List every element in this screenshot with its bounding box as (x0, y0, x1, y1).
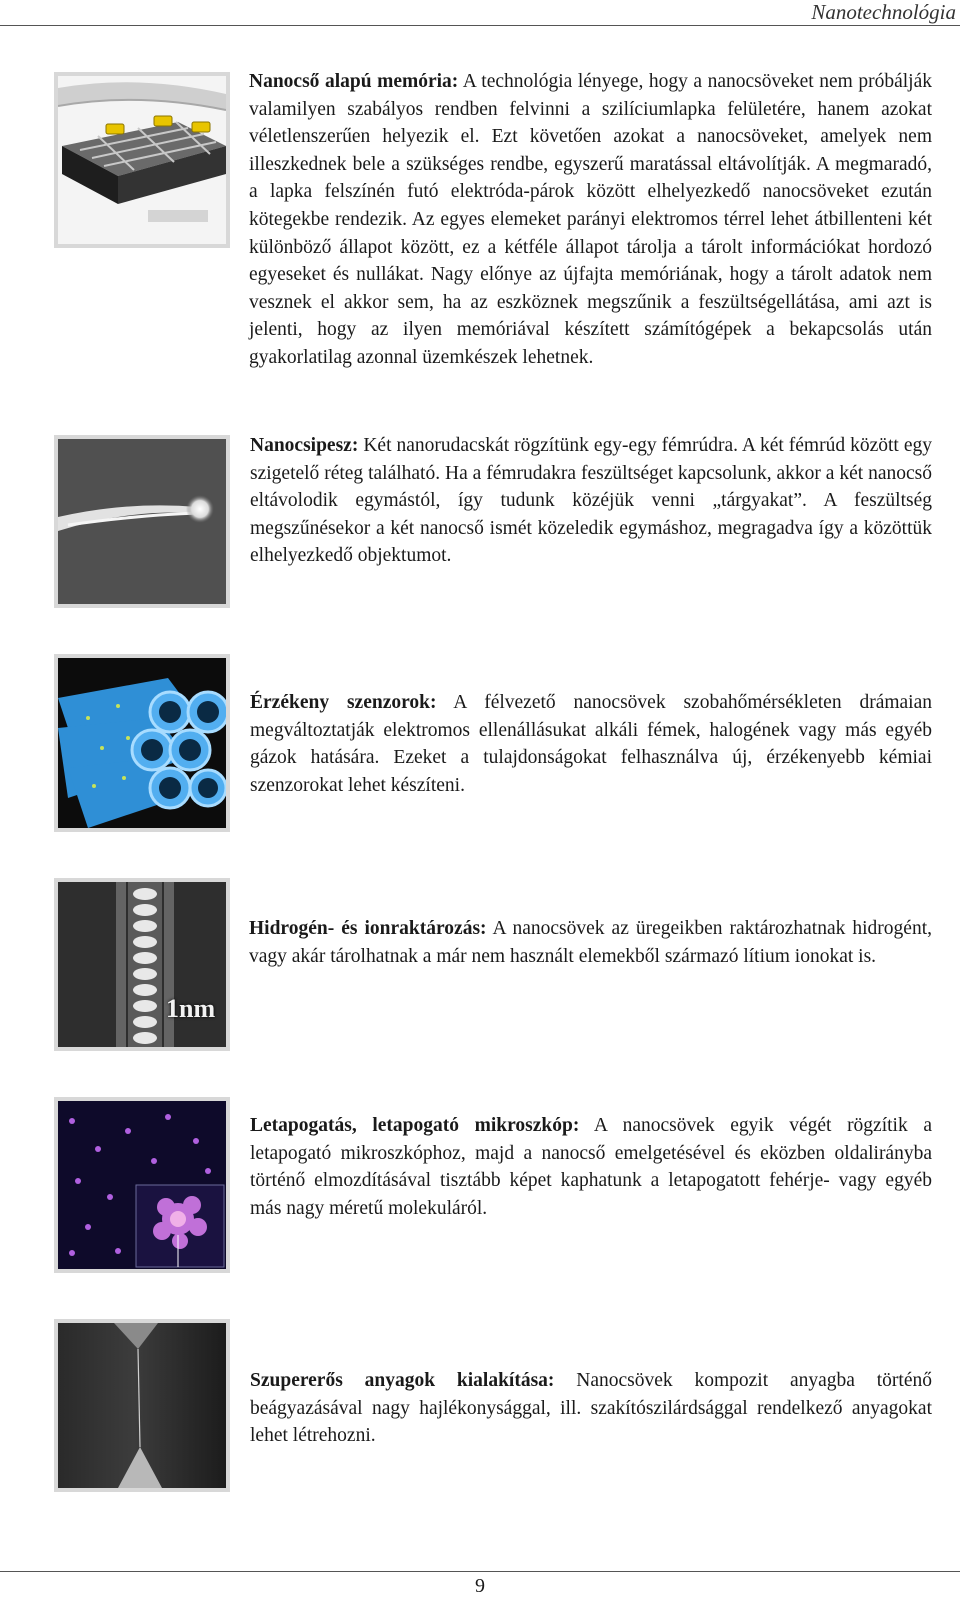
figure-nanotube-bundle (54, 654, 230, 832)
section-text: A technológia lényege, hogy a nanocsöveket nem próbálják valamilyen szabályos rendben felvinni a szilíciumlapka felületére, hanem azokat véletlenszerűen helyezik el. Ezt követően azokat a nanocsöveket, amelyek nem illeszkednek bele a szükséges rendbe, egyszerű maratással eltávolítják. A megmaradó, a lapka felszínén futó elektróda-párok között elhelyezkedő nanocsöveket ezután kötegekbe rendezik. Az egyes elemeket parányi elektromos térrel lehet átbillenteni két különböző állapot között, ez a kétféle állapot tárolja a tárolt információkat hordozó egyeseket és nullákat. Nagy előnye az újfajta memóriának, hogy a tárolt adatok nem vesznek el akkor sem, ha az eszköznek megszűnik a feszültségellátása, ami azt is jelenti, hogy az ilyen memóriával készített számítógépek a bekapcsolás után gyakorlatilag azonnal üzemkészek lehetnek. (249, 71, 932, 368)
section-nanotweezers (250, 432, 932, 570)
section-text: Két nanorudacskát rögzítünk egy-egy fémrúdra. A két fémrúd között egy szigetelő réteg található. Ha a fémrudakra feszültséget kapcsolunk, akkor a két nanocső eltávolodik egymástól, így tudunk közéjük venni „tárgyakat”. A feszültség megszűnésekor a két nanocső ismét közeledik egymáshoz, megragadva így a közöttük elhelyezkedő objektumot. (250, 435, 932, 567)
figure-nanotweezers (54, 435, 230, 608)
nanotweezers-micrograph (58, 439, 226, 604)
section-nanotube-memory (249, 68, 932, 372)
section-heading: Nanocső alapú memória: (249, 71, 459, 92)
section-text: A nanocsövek egyik végét rögzítik a letapogató mikroszkóphoz, majd a nanocső emelgetésével és eközben oldalirányba történő elmozdításával tisztább képet kaphatunk a letapogatott fehérje- vagy egyéb más nagy méretű molekuláról. (250, 1115, 933, 1219)
footer-rule (0, 1571, 960, 1572)
superstrong-material-micrograph (58, 1323, 226, 1488)
section-heading: Letapogatás, letapogató mikroszkóp: (250, 1115, 580, 1136)
section-scanning-microscope (250, 1112, 932, 1222)
figure-nanotube-memory (54, 72, 230, 248)
scanning-microscope-image (58, 1101, 226, 1269)
section-heading: Hidrogén- és ionraktározás: (249, 918, 487, 939)
section-sensors (250, 689, 932, 799)
nanotube-memory-illustration (58, 76, 226, 244)
nanotube-bundle-illustration (58, 658, 226, 828)
section-superstrong-materials (250, 1367, 932, 1450)
page-number: 9 (475, 1575, 485, 1597)
figure-superstrong-materials (54, 1319, 230, 1492)
scale-bar-label: 1nm (166, 994, 216, 1023)
section-hydrogen-storage (249, 915, 932, 970)
section-text: A nanocsövek az üregeikben raktározhatnak hidrogént, vagy akár tárolhatnak a már nem használt elemekből származó lítium ionokat is. (249, 918, 932, 967)
section-heading: Érzékeny szenzorok: (250, 692, 437, 713)
figure-scanning-microscope (54, 1097, 230, 1273)
section-text: Nanocsövek kompozit anyagba történő beágyazásával nagy hajlékonysággal, ill. szakítószilárdsággal rendelkező anyagokat lehet létrehozni. (250, 1370, 932, 1447)
header-rule (0, 25, 960, 26)
running-header: Nanotechnológia (811, 0, 956, 24)
section-heading: Szupererős anyagok kialakítása: (250, 1370, 555, 1391)
figure-hydrogen-storage (54, 878, 230, 1051)
section-text: A félvezető nanocsövek szobahőmérsékleten drámaian megváltoztatják elektromos ellenállásukat alkáli fémek, halogének vagy más egyéb gázok hatására. Ezeket a tulajdonságokat felhasználva új, érzékenyebb kémiai szenzorokat lehet készíteni. (250, 692, 932, 796)
section-heading: Nanocsipesz: (250, 435, 359, 456)
